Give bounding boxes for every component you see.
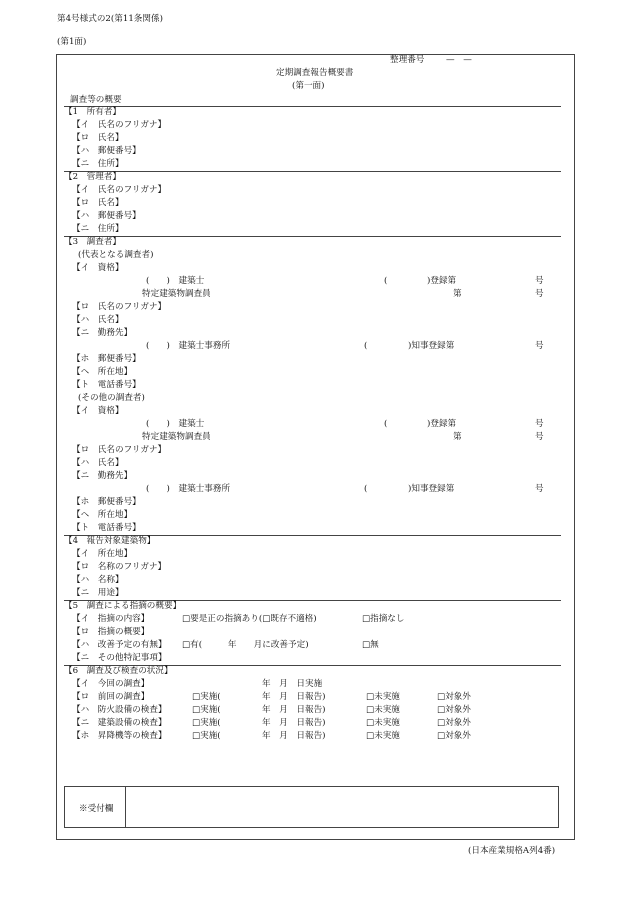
other-name-field: 【ハ 氏名】 <box>72 458 124 468</box>
receipt-label: ※受付欄 <box>79 804 114 814</box>
finding-none-checkbox[interactable]: □指摘なし <box>362 614 405 624</box>
elevator-report-date: 年 月 日報告) <box>262 731 326 741</box>
other-inspector-label: (その他の調査者) <box>78 393 145 403</box>
overview-heading: 調査等の概要 <box>70 95 122 105</box>
section3-heading: 【3 調査者】 <box>64 237 122 247</box>
improvement-no-checkbox[interactable]: □無 <box>362 640 379 650</box>
other-reg-paren: ( <box>384 419 388 429</box>
current-inspection-field: 【イ 今回の調査】 <box>72 679 150 689</box>
representative-label: (代表となる調査者) <box>78 250 154 260</box>
other-office-class: ( ) 建築士事務所 <box>146 484 231 494</box>
rep-tokutei-inspector: 特定建築物調査員 <box>142 289 211 299</box>
rep-reg-go: 号 <box>535 276 544 286</box>
fire-done-checkbox[interactable]: □実施( <box>192 705 221 715</box>
manager-furigana-field: 【イ 氏名のフリガナ】 <box>72 185 167 195</box>
divider <box>64 171 561 172</box>
building-furigana-field: 【ロ 名称のフリガナ】 <box>72 562 167 572</box>
other-qualification-field: 【イ 資格】 <box>72 406 124 416</box>
ref-number-label: 整理番号 <box>390 55 425 65</box>
divider <box>64 236 561 237</box>
other-reg-go: 号 <box>535 419 544 429</box>
form-number: 第4号様式の2(第11条関係) <box>57 14 163 24</box>
rep-phone-field: 【ト 電話番号】 <box>72 380 141 390</box>
finding-summary-field: 【ロ 指摘の概要】 <box>72 627 150 637</box>
rep-office-go: 号 <box>535 341 544 351</box>
fire-report-date: 年 月 日報告) <box>262 705 326 715</box>
equipment-not-done-checkbox[interactable]: □未実施 <box>366 718 400 728</box>
section5-heading: 【5 調査による指摘の概要】 <box>64 601 182 611</box>
elevator-not-done-checkbox[interactable]: □未実施 <box>366 731 400 741</box>
rep-reg-no: )登録第 <box>427 276 457 286</box>
other-tokutei-dai: 第 <box>453 432 462 442</box>
manager-postal-field: 【ハ 郵便番号】 <box>72 211 141 221</box>
equipment-report-date: 年 月 日報告) <box>262 718 326 728</box>
manager-address-field: 【ニ 住所】 <box>72 224 124 234</box>
improvement-plan-field: 【ハ 改善予定の有無】 <box>72 640 167 650</box>
building-equipment-field: 【ニ 建築設備の検査】 <box>72 718 167 728</box>
section4-heading: 【4 報告対象建築物】 <box>64 536 156 546</box>
divider <box>64 106 561 107</box>
previous-inspection-field: 【ロ 前回の調査】 <box>72 692 150 702</box>
page-note: (第1面) <box>57 37 87 47</box>
rep-location-field: 【ヘ 所在地】 <box>72 367 133 377</box>
owner-address-field: 【ニ 住所】 <box>72 159 124 169</box>
rep-qualification-field: 【イ 資格】 <box>72 263 124 273</box>
building-location-field: 【イ 所在地】 <box>72 549 133 559</box>
elevator-excluded-checkbox[interactable]: □対象外 <box>437 731 471 741</box>
improvement-yes-checkbox[interactable]: □有( 年 月に改善予定) <box>182 640 309 650</box>
rep-furigana-field: 【ロ 氏名のフリガナ】 <box>72 302 167 312</box>
building-name-field: 【ハ 名称】 <box>72 575 124 585</box>
section1-heading: 【1 所有者】 <box>64 107 122 117</box>
previous-done-checkbox[interactable]: □実施( <box>192 692 221 702</box>
other-architect-class: ( ) 建築士 <box>146 419 205 429</box>
rep-tokutei-go: 号 <box>535 289 544 299</box>
owner-postal-field: 【ハ 郵便番号】 <box>72 146 141 156</box>
rep-office-reg: )知事登録第 <box>408 341 455 351</box>
rep-office-class: ( ) 建築士事務所 <box>146 341 231 351</box>
other-office-reg: )知事登録第 <box>408 484 455 494</box>
other-location-field: 【ヘ 所在地】 <box>72 510 133 520</box>
fire-excluded-checkbox[interactable]: □対象外 <box>437 705 471 715</box>
form-title: 定期調査報告概要書 <box>276 68 354 78</box>
manager-name-field: 【ロ 氏名】 <box>72 198 124 208</box>
form-subtitle: (第一面) <box>292 81 325 91</box>
section6-heading: 【6 調査及び検査の状況】 <box>64 666 173 676</box>
elevator-done-checkbox[interactable]: □実施( <box>192 731 221 741</box>
rep-office-paren: ( <box>364 341 368 351</box>
fire-equipment-field: 【ハ 防火設備の検査】 <box>72 705 167 715</box>
rep-postal-field: 【ホ 郵便番号】 <box>72 354 141 364</box>
rep-reg-paren: ( <box>384 276 388 286</box>
building-use-field: 【ニ 用途】 <box>72 588 124 598</box>
other-tokutei-inspector: 特定建築物調査員 <box>142 432 211 442</box>
other-office-paren: ( <box>364 484 368 494</box>
ref-number-dashes: — — <box>446 55 472 65</box>
paper-standard-note: (日本産業規格A列4番) <box>468 846 556 856</box>
previous-not-done-checkbox[interactable]: □未実施 <box>366 692 400 702</box>
other-workplace-field: 【ニ 勤務先】 <box>72 471 133 481</box>
rep-architect-class: ( ) 建築士 <box>146 276 205 286</box>
owner-name-field: 【ロ 氏名】 <box>72 133 124 143</box>
owner-furigana-field: 【イ 氏名のフリガナ】 <box>72 120 167 130</box>
previous-excluded-checkbox[interactable]: □対象外 <box>437 692 471 702</box>
rep-workplace-field: 【ニ 勤務先】 <box>72 328 133 338</box>
special-notes-field: 【ニ その他特記事項】 <box>72 653 167 663</box>
receipt-divider <box>125 787 126 827</box>
receipt-box <box>64 786 559 828</box>
finding-correction-checkbox[interactable]: □要是正の指摘あり(□既存不適格) <box>182 614 317 624</box>
current-inspection-date: 年 月 日実施 <box>262 679 323 689</box>
fire-not-done-checkbox[interactable]: □未実施 <box>366 705 400 715</box>
other-office-go: 号 <box>535 484 544 494</box>
previous-report-date: 年 月 日報告) <box>262 692 326 702</box>
other-postal-field: 【ホ 郵便番号】 <box>72 497 141 507</box>
other-reg-no: )登録第 <box>427 419 457 429</box>
elevator-field: 【ホ 昇降機等の検査】 <box>72 731 167 741</box>
finding-content-field: 【イ 指摘の内容】 <box>72 614 150 624</box>
rep-tokutei-dai: 第 <box>453 289 462 299</box>
equipment-excluded-checkbox[interactable]: □対象外 <box>437 718 471 728</box>
other-phone-field: 【ト 電話番号】 <box>72 523 141 533</box>
other-tokutei-go: 号 <box>535 432 544 442</box>
rep-name-field: 【ハ 氏名】 <box>72 315 124 325</box>
equipment-done-checkbox[interactable]: □実施( <box>192 718 221 728</box>
section2-heading: 【2 管理者】 <box>64 172 122 182</box>
other-furigana-field: 【ロ 氏名のフリガナ】 <box>72 445 167 455</box>
